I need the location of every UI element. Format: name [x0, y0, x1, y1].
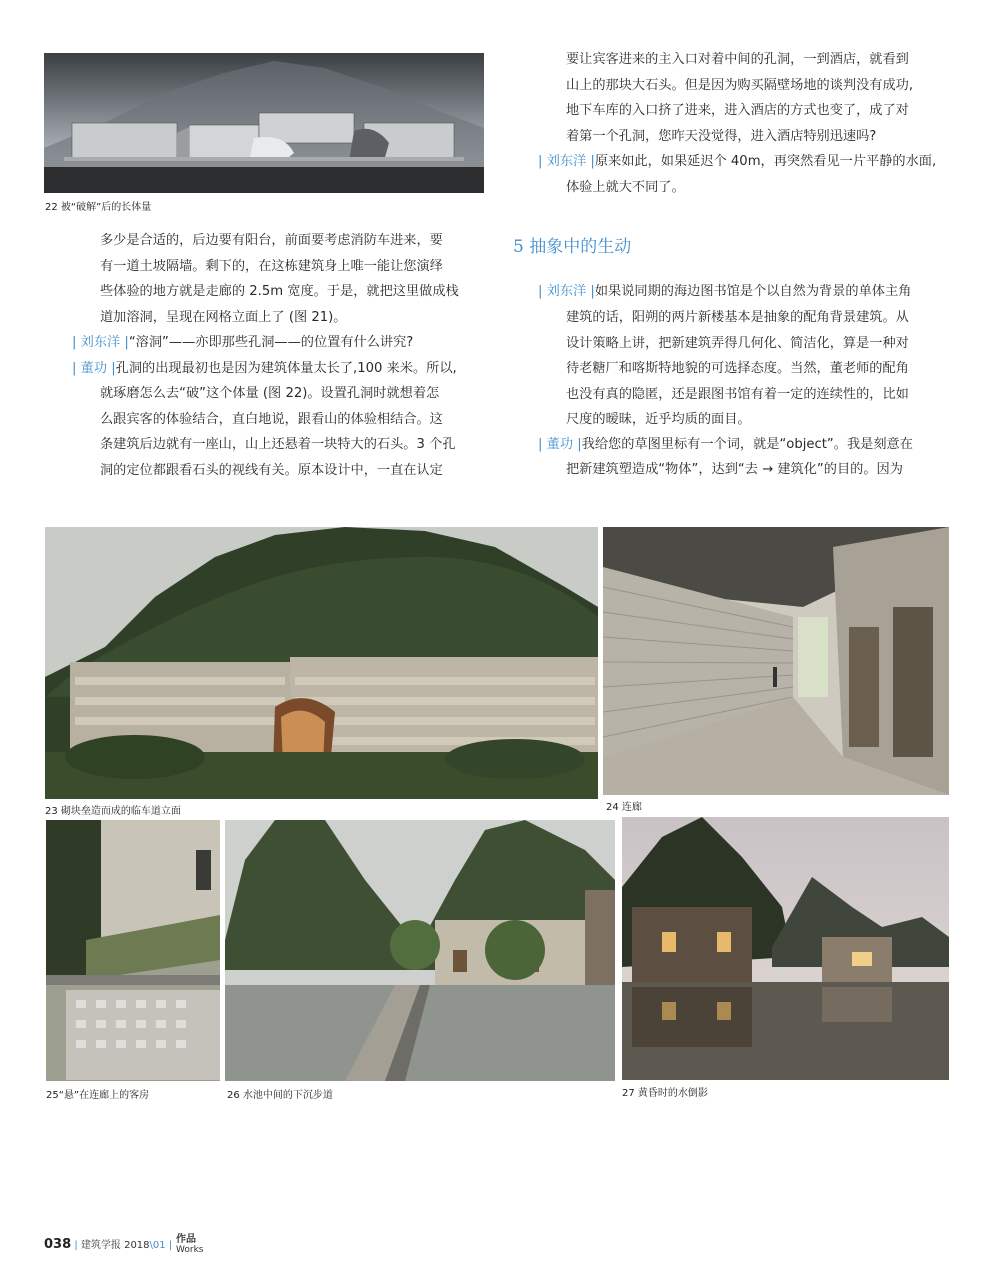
- dialogue-text: “溶洞”——亦即那些孔洞——的位置有什么讲究?: [128, 335, 414, 350]
- left-question-1: [72, 330, 413, 356]
- section-title-text: 抽象中的生动: [529, 237, 632, 257]
- text-line: 地下车库的入口挤了进来，进入酒店的方式也变了，成了对: [566, 103, 909, 118]
- figure-23-caption: 23 砌块垒造而成的临车道立面: [45, 806, 181, 817]
- text-line: [72, 356, 457, 382]
- speaker-label: | 刘东洋 |: [72, 335, 129, 350]
- figure-25-caption: 25“悬”在连廊上的客房: [46, 1090, 150, 1101]
- right-answer-3: [538, 432, 913, 458]
- right-answer-3-continued: [566, 457, 903, 483]
- speaker-label: | 董功 |: [72, 361, 116, 376]
- figure-22-elevation-drawing: [44, 53, 484, 193]
- figure-24-caption: 24 连廊: [606, 802, 642, 813]
- figure-23-photo: [45, 527, 598, 799]
- text-line: 么跟宾客的体验结合，直白地说，跟看山的体验相结合。这: [100, 411, 443, 427]
- footer-section-label: [176, 1234, 203, 1256]
- text-line: 建筑的话，阳朔的两片新楼基本是抽象的配角背景建筑。从: [566, 310, 909, 325]
- figure-24-photo: [603, 527, 949, 795]
- text-line: 把新建筑塑造成“物体”，达到“去 → 建筑化”的目的。因为: [566, 462, 903, 477]
- figure-25-photo: [46, 820, 220, 1081]
- text-line: [72, 330, 413, 356]
- text-line: [538, 279, 911, 305]
- right-question-3-continued: [566, 305, 909, 433]
- text-line: 尺度的暧昧，近乎均质的面目。: [566, 412, 751, 427]
- figure-22-caption: 22 被“破解”后的长体量: [45, 202, 152, 213]
- section-label-cn: 作品: [176, 1234, 196, 1245]
- left-answer-1: [72, 356, 457, 382]
- dialogue-text: 孔洞的出现最初也是因为建筑体量太长了,100 来米。所以,: [115, 361, 457, 376]
- text-line: [538, 432, 913, 458]
- journal-name: 建筑学报: [80, 1240, 121, 1251]
- right-question-3: [538, 279, 911, 305]
- dialogue-text: 如果说同期的海边图书馆是个以自然为背景的单体主角: [594, 284, 912, 299]
- left-answer-1-continued: [100, 381, 455, 483]
- speaker-label: | 董功 |: [538, 437, 582, 452]
- figure-27-caption: 27 黄昏时的水倒影: [622, 1088, 708, 1099]
- text-line: 条建筑后边就有一座山，山上还悬着一块特大的石头。3 个孔: [100, 437, 456, 452]
- section-label-en: Works: [176, 1245, 204, 1255]
- text-line: 洞的定位都跟看石头的视线有关。原本设计中，一直在认定: [100, 462, 443, 478]
- text-line: 也没有真的隐匿，还是跟图书馆有着一定的连续性的，比如: [566, 386, 909, 402]
- footer-issue-divider: \: [149, 1240, 153, 1251]
- dialogue-text: 我给您的草图里标有一个词，就是“object”。我是刻意在: [581, 437, 913, 452]
- text-line: 有一道土坡隔墙。剩下的，在这栋建筑身上唯一能让您演绎: [100, 258, 443, 274]
- speaker-label: | 刘东洋 |: [538, 154, 595, 169]
- text-line: 些体验的地方就是走廊的 2.5m 宽度。于是，就把这里做成栈: [100, 284, 459, 299]
- footer-divider: |: [168, 1240, 173, 1251]
- text-line: 道加溶洞，呈现在网格立面上了 (图 21)。: [100, 309, 347, 325]
- text-line: 设计策略上讲，把新建筑弄得几何化、简洁化，算是一种对: [566, 335, 909, 351]
- right-question-2: [538, 149, 936, 175]
- figure-26-caption: 26 水池中间的下沉步道: [227, 1090, 333, 1101]
- text-line: 体验上就大不同了。: [566, 180, 685, 195]
- right-question-2-continued: [566, 175, 685, 201]
- page-number: 038: [44, 1237, 72, 1252]
- figure-26-photo: [225, 820, 615, 1081]
- text-line: 待老糖厂和喀斯特地貌的可选择态度。当然，董老师的配角: [566, 361, 909, 376]
- journal-year: 2018: [124, 1240, 150, 1251]
- text-line: 着第一个孔洞，您昨天没觉得，进入酒店特别迅速吗?: [566, 128, 877, 144]
- text-line: [538, 149, 936, 175]
- journal-issue: 01: [152, 1240, 166, 1251]
- text-line: 多少是合适的，后边要有阳台，前面要考虑消防车进来，要: [100, 233, 443, 248]
- text-line: 山上的那块大石头。但是因为购买隔壁场地的谈判没有成功,: [566, 77, 914, 93]
- footer-divider: |: [74, 1240, 81, 1251]
- text-line: 要让宾客进来的主入口对着中间的孔洞，一到酒店，就看到: [566, 52, 909, 67]
- section-number: 5: [513, 237, 524, 257]
- text-line: 就琢磨怎么去“破”这个体量 (图 22)。设置孔洞时就想着怎: [100, 386, 440, 401]
- section-heading: [513, 232, 631, 257]
- page-footer: [44, 1236, 172, 1252]
- figure-27-photo: [622, 817, 949, 1080]
- dialogue-text: 原来如此，如果延迟个 40m，再突然看见一片平静的水面,: [594, 154, 937, 169]
- left-paragraph-1: [100, 228, 459, 330]
- speaker-label: | 刘东洋 |: [538, 284, 595, 299]
- right-paragraph-1: [566, 47, 913, 149]
